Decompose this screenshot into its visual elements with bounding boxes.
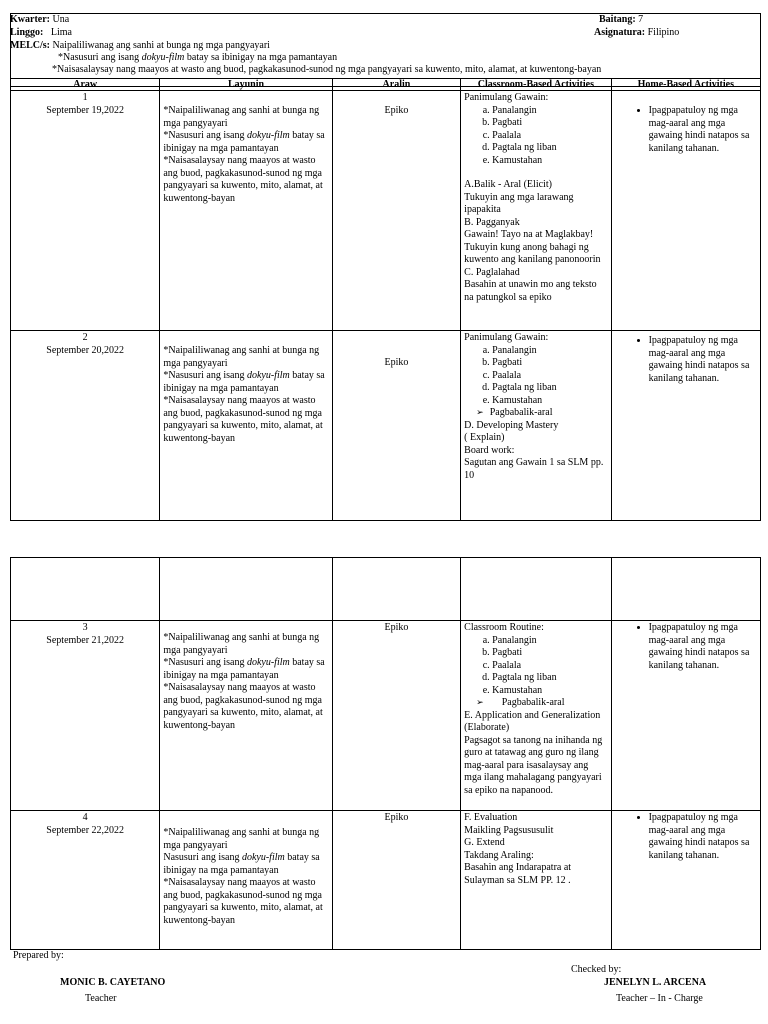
routine-list <box>464 345 607 408</box>
prepared-by-label: Prepared by: <box>13 950 64 961</box>
checked-by-label: Checked by: <box>571 964 622 975</box>
list-item: c. Paalala <box>492 130 607 143</box>
lesson-table-top <box>10 78 761 521</box>
preparer-role: Teacher <box>85 993 117 1004</box>
list-item: • Ipagpapatuloy ng mga mag-aaral ang mga gawaing hindi natapos sa kanilang tahanan. <box>649 105 757 155</box>
routine-list <box>464 635 607 698</box>
list-item: b. Pagbati <box>492 117 607 130</box>
aralin-cell: Epiko <box>332 331 460 521</box>
classroom-cell: Panimulang Gawain: a. Panalangin b. Pagbati c. Paalala d. Pagtala ng liban e. Kamustahan A.Balik - Aral (Elicit) Tukuyin ang mga larawang ipapakita B. Pagganyak Gawain! Tayo na at Maglakbay! Tukuyin kung anong bahagi ng kuwento ang kanilang panonoorin C. Paglalahad Basahin at unawin mo ang teksto na patungkol sa epiko <box>461 91 611 331</box>
table-row-day-1 <box>11 91 761 331</box>
list-item: d. Pagtala ng liban <box>492 142 607 155</box>
col-aralin: Aralin <box>332 79 460 91</box>
baitang-value: 7 <box>638 14 644 25</box>
aralin-cell: Epiko <box>332 811 460 950</box>
day-number: 2 <box>82 332 88 343</box>
routine-list <box>464 105 607 168</box>
list-item: b. Pagbati <box>492 357 607 370</box>
classroom-cell: Classroom Routine: a. Panalangin b. Pagbati c. Paalala d. Pagtala ng liban e. Kamustahan ➢ Pagbabalik-aral E. Application and Generalization (Elaborate) Pagsagot sa tanong na inihanda ng guro at tatawag ang guro ng ilang mag-aaral para isasalaysay ang mga ilang mahalagang pangyayari sa epiko na napanood. <box>461 621 611 811</box>
day-cell <box>11 331 160 521</box>
list-item: d. Pagtala ng liban <box>492 382 607 395</box>
day-date: September 21,2022 <box>46 634 125 646</box>
list-item: d. Pagtala ng liban <box>492 672 607 685</box>
day-cell <box>11 91 160 331</box>
day-date: September 22,2022 <box>46 824 125 836</box>
linggo-line: Linggo: Lima <box>10 27 72 38</box>
objectives-cell: *Naipaliliwanag ang sanhi at bunga ng mga pangyayari *Nasusuri ang isang dokyu-film batay sa ibinigay na mga pamantayan *Naisasalaysay nang maayos at wasto ang buod, pagkakasunod-sunod ng mga pangyayari sa kuwento, mito, alamat, at kuwentong-bayan <box>160 621 332 811</box>
list-item: ➢ Pagbabalik-aral <box>492 407 607 420</box>
objectives-cell: *Naipaliliwanag ang sanhi at bunga ng mga pangyayari Nasusuri ang isang dokyu-film batay sa ibinigay na mga pamantayan *Naisasalaysay nang maayos at wasto ang buod, pagkakasunod-sunod ng mga pangyayari sa kuwento, mito, alamat, at kuwentong-bayan <box>160 811 332 950</box>
home-cell <box>611 91 760 331</box>
list-item: c. Paalala <box>492 660 607 673</box>
classroom-cell: F. Evaluation Maikling Pagsususulit G. Extend Takdang Araling: Basahin ang Indarapatra at Sulayman sa SLM PP. 12 . <box>461 811 611 950</box>
classroom-cell: Panimulang Gawain: a. Panalangin b. Pagbati c. Paalala d. Pagtala ng liban e. Kamustahan ➢ Pagbabalik-aral D. Developing Mastery ( Explain) Board work: Sagutan ang Gawain 1 sa SLM pp. 10 <box>461 331 611 521</box>
table-header-row <box>11 79 761 91</box>
list-item: ➢ Pagbabalik-aral <box>492 697 607 710</box>
checker-role: Teacher – In - Charge <box>616 993 703 1004</box>
home-cell <box>611 331 760 521</box>
list-item: e. Kamustahan <box>492 395 607 408</box>
baitang-line: Baitang: 7 <box>599 14 644 25</box>
list-item: • Ipagpapatuloy ng mga mag-aaral ang mga gawaing hindi natapos sa kanilang tahanan. <box>649 812 757 862</box>
preparer-name: MONIC B. CAYETANO <box>60 977 166 988</box>
list-item: e. Kamustahan <box>492 155 607 168</box>
day-date: September 19,2022 <box>46 104 125 116</box>
table-row-day-4 <box>11 811 761 950</box>
list-item: b. Pagbati <box>492 647 607 660</box>
list-item: c. Paalala <box>492 370 607 383</box>
melc-line-3: *Naisasalaysay nang maayos at wasto ang buod, pagkakasunod-sunod ng mga pangyayari sa kuwento, mito, alamat, at kuwentong-bayan <box>52 64 602 75</box>
list-item: a. Panalangin <box>492 345 607 358</box>
table-row-day-2 <box>11 331 761 521</box>
list-item: a. Panalangin <box>492 105 607 118</box>
aralin-cell: Epiko <box>332 91 460 331</box>
table-empty-row <box>11 558 761 621</box>
list-item: • Ipagpapatuloy ng mga mag-aaral ang mga gawaing hindi natapos sa kanilang tahanan. <box>649 622 757 672</box>
home-cell <box>611 621 760 811</box>
aralin-cell: Epiko <box>332 621 460 811</box>
day-cell <box>11 621 160 811</box>
asignatura-value: Filipino <box>647 27 680 38</box>
day-date: September 20,2022 <box>46 344 125 356</box>
col-layunin: Layunin <box>160 79 332 91</box>
kwarter-line: Kwarter: Una <box>10 14 70 25</box>
day-number: 4 <box>82 812 88 823</box>
objectives-cell: *Naipaliliwanag ang sanhi at bunga ng mga pangyayari *Nasusuri ang isang dokyu-film batay sa ibinigay na mga pamantayan *Naisasalaysay nang maayos at wasto ang buod, pagkakasunod-sunod ng mga pangyayari sa kuwento, mito, alamat, at kuwentong-bayan <box>160 331 332 521</box>
home-cell <box>611 811 760 950</box>
list-item: a. Panalangin <box>492 635 607 648</box>
col-araw: Araw <box>11 79 160 91</box>
asignatura-line: Asignatura: Filipino <box>594 27 680 38</box>
day-number: 3 <box>82 622 88 633</box>
melc-line-2: *Nasusuri ang isang dokyu-film batay sa ibinigay na mga pamantayan <box>58 52 338 63</box>
day-number: 1 <box>82 92 88 103</box>
objectives-cell: *Naipaliliwanag ang sanhi at bunga ng mga pangyayari *Nasusuri ang isang dokyu-film batay sa ibinigay na mga pamantayan *Naisasalaysay nang maayos at wasto ang buod, pagkakasunod-sunod ng mga pangyayari sa kuwento, mito, alamat, at kuwentong-bayan <box>160 91 332 331</box>
day-cell <box>11 811 160 950</box>
linggo-value: Lima <box>50 27 72 38</box>
col-classroom: Classroom-Based Activities <box>461 79 611 91</box>
col-home: Home-Based Activities <box>611 79 760 91</box>
list-item: • Ipagpapatuloy ng mga mag-aaral ang mga gawaing hindi natapos sa kanilang tahanan. <box>649 335 757 385</box>
melc-line-1: MELC/s: Naipaliliwanag ang sanhi at bunga ng mga pangyayari <box>10 40 270 51</box>
table-row-day-3 <box>11 621 761 811</box>
kwarter-value: Una <box>52 14 70 25</box>
lesson-table-bottom <box>10 557 761 950</box>
list-item: e. Kamustahan <box>492 685 607 698</box>
checker-name: JENELYN L. ARCENA <box>604 977 707 988</box>
